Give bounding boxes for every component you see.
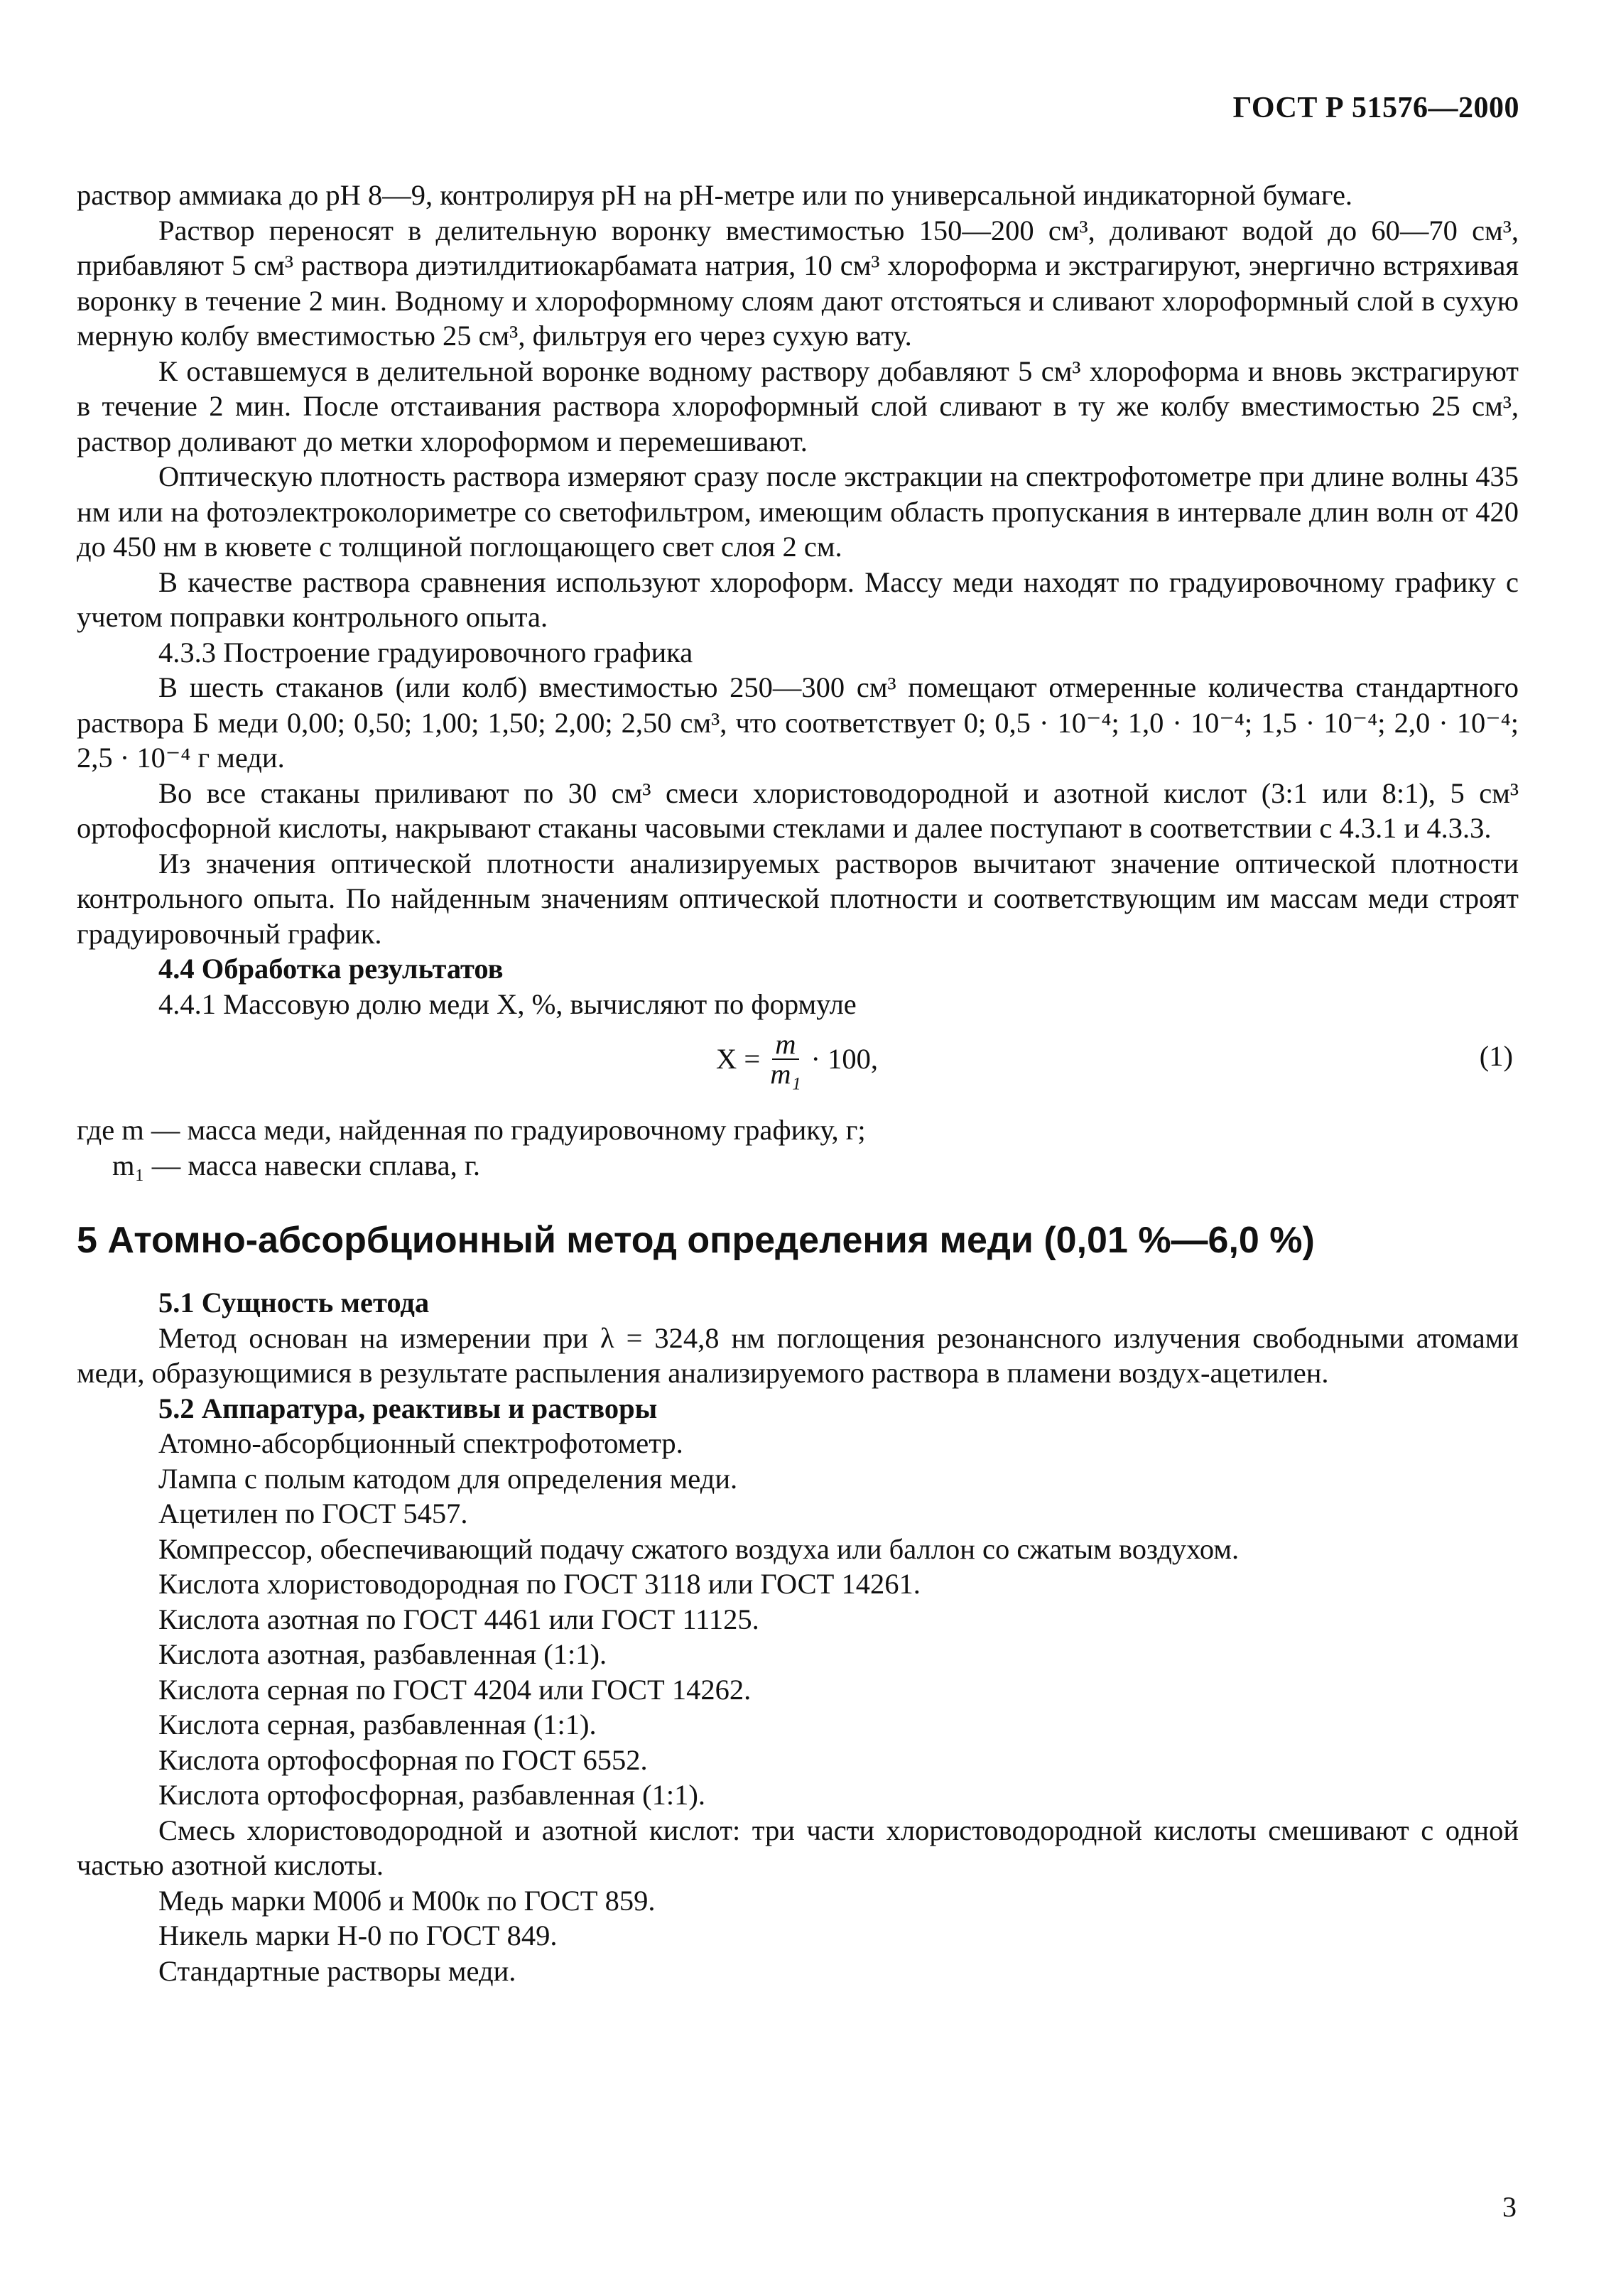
paragraph: В шесть стаканов (или колб) вместимостью 250—300 см³ помещают отмеренные количества стандартного раствора Б меди 0,00; 0,50; 1,00; 1,50; 2,00; 2,50 см³, что соответствует 0; 0,5 · 10⁻⁴; 1,0 · 10⁻⁴; 1,5 · 10⁻⁴; 2,0 · 10⁻⁴; 2,5 · 10⁻⁴ г меди. [77, 671, 1519, 774]
list-item: Кислота ортофосфорная, разбавленная (1:1). [158, 1779, 706, 1811]
paragraph-5-1: Метод основан на измерении при λ = 324,8 нм поглощения резонансного излучения свободными атомами меди, образующимися в результате распыления анализируемого раствора в пламени воздух-ацетилен. [77, 1321, 1519, 1389]
formula-numerator: m [772, 1030, 798, 1060]
list-item: Компрессор, обеспечивающий подачу сжатого воздуха или баллон со сжатым воздухом. [158, 1532, 1240, 1565]
list-item: Кислота серная по ГОСТ 4204 или ГОСТ 14262. [158, 1673, 752, 1706]
paragraph: В качестве раствора сравнения используют хлороформ. Массу меди находят по градуировочному графику с учетом поправки контрольного опыта. [77, 565, 1519, 633]
document-body [77, 178, 1519, 1988]
paragraph-subsection-4-3-3: 4.3.3 Построение градуировочного графика [158, 636, 693, 668]
paragraphs-block-1 [77, 178, 1519, 951]
paragraph: раствор аммиака до pH 8—9, контролируя pH на pH-метре или по универсальной индикаторной бумаге. [77, 179, 1353, 211]
list-item: Медь марки М00б и М00к по ГОСТ 859. [158, 1884, 656, 1917]
list-item: Стандартные растворы меди. [158, 1954, 516, 1987]
paragraph: Во все стаканы приливают по 30 см³ смеси хлористоводородной и азотной кислот (3:1 или 8:1), 5 см³ ортофосфорной кислоты, накрывают стаканы часовыми стеклами и далее поступают в соответствии с 4.3.1 и 4.3.3. [77, 776, 1519, 844]
section-5-title: 5 Атомно-абсорбционный метод определения меди (0,01 %—6,0 %) [77, 1220, 1315, 1261]
formula-denominator: m₁ [770, 1058, 801, 1090]
list-item: Никель марки Н-0 по ГОСТ 849. [158, 1919, 558, 1951]
formula-1 [77, 1023, 1519, 1108]
paragraph: Оптическую плотность раствора измеряют сразу после экстракции на спектрофотометре при длине волны 435 нм или на фотоэлектроколориметре со светофильтром, имеющим область пропускания в интервале длин волн от 420 до 450 нм в кювете с толщиной поглощающего свет слоя 2 см. [77, 460, 1519, 563]
list-item: Ацетилен по ГОСТ 5457. [158, 1498, 468, 1529]
paragraph: Из значения оптической плотности анализируемых растворов вычитают значение оптической плотности контрольного опыта. По найденным значениям оптической плотности и соответствующим им массам меди строят градуировочный график. [77, 847, 1519, 950]
paragraph: К оставшемуся в делительной воронке водному раствору добавляют 5 см³ хлороформа и вновь экстрагируют в течение 2 мин. После отстаивания раствора хлороформный слой сливают в ту же колбу вместимостью 25 см³, раствор доливают до метки хлороформом и перемешивают. [77, 354, 1519, 457]
list-item: Кислота серная, разбавленная (1:1). [158, 1709, 597, 1740]
formula-legend-m1: m₁ — масса навески сплава, г. [112, 1149, 481, 1181]
list-item: Лампа с полым катодом для определения меди. [158, 1462, 738, 1495]
page-number: 3 [1502, 2191, 1517, 2223]
formula-expression [716, 1030, 878, 1088]
paragraph-4-4-1: 4.4.1 Массовую долю меди X, %, вычисляют по формуле [158, 987, 857, 1020]
list-item: Кислота хлористоводородная по ГОСТ 3118 или ГОСТ 14261. [158, 1568, 921, 1600]
document-header: ГОСТ Р 51576—2000 [1232, 92, 1519, 124]
paragraph: Раствор переносят в делительную воронку вместимостью 150—200 см³, доливают водой до 60—70 см³, прибавляют 5 см³ раствора диэтилдитиокарбамата натрия, 10 см³ хлороформа и экстрагируют, энергично встряхивая воронку в течение 2 мин. Водному и хлороформному слоям дают отстояться и сливают хлороформный слой в сухую мерную колбу вместимостью 25 см³, фильтруя его через сухую вату. [77, 214, 1519, 352]
formula-legend-m: где m — масса меди, найденная по градуировочному графику, г; [77, 1114, 866, 1146]
subheading-4-4: 4.4 Обработка результатов [158, 953, 504, 985]
formula-rhs: · 100, [810, 1043, 879, 1076]
formula-fraction [767, 1030, 803, 1088]
formula-lhs: X = [716, 1043, 761, 1076]
list-item: Кислота азотная, разбавленная (1:1). [158, 1638, 607, 1670]
subheading-5-1: 5.1 Сущность метода [158, 1287, 430, 1318]
list-item: Кислота азотная по ГОСТ 4461 или ГОСТ 11125. [158, 1603, 759, 1635]
list-item: Атомно-абсорбционный спектрофотометр. [158, 1427, 683, 1459]
subheading-5-2: 5.2 Аппаратура, реактивы и растворы [158, 1392, 658, 1424]
list-item: Кислота ортофосфорная по ГОСТ 6552. [158, 1743, 648, 1776]
formula-number: (1) [1479, 1040, 1513, 1072]
equipment-list [77, 1426, 1519, 1988]
list-item: Смесь хлористоводородной и азотной кислот: три части хлористоводородной кислоты смешивают с одной частью азотной кислоты. [77, 1814, 1519, 1881]
